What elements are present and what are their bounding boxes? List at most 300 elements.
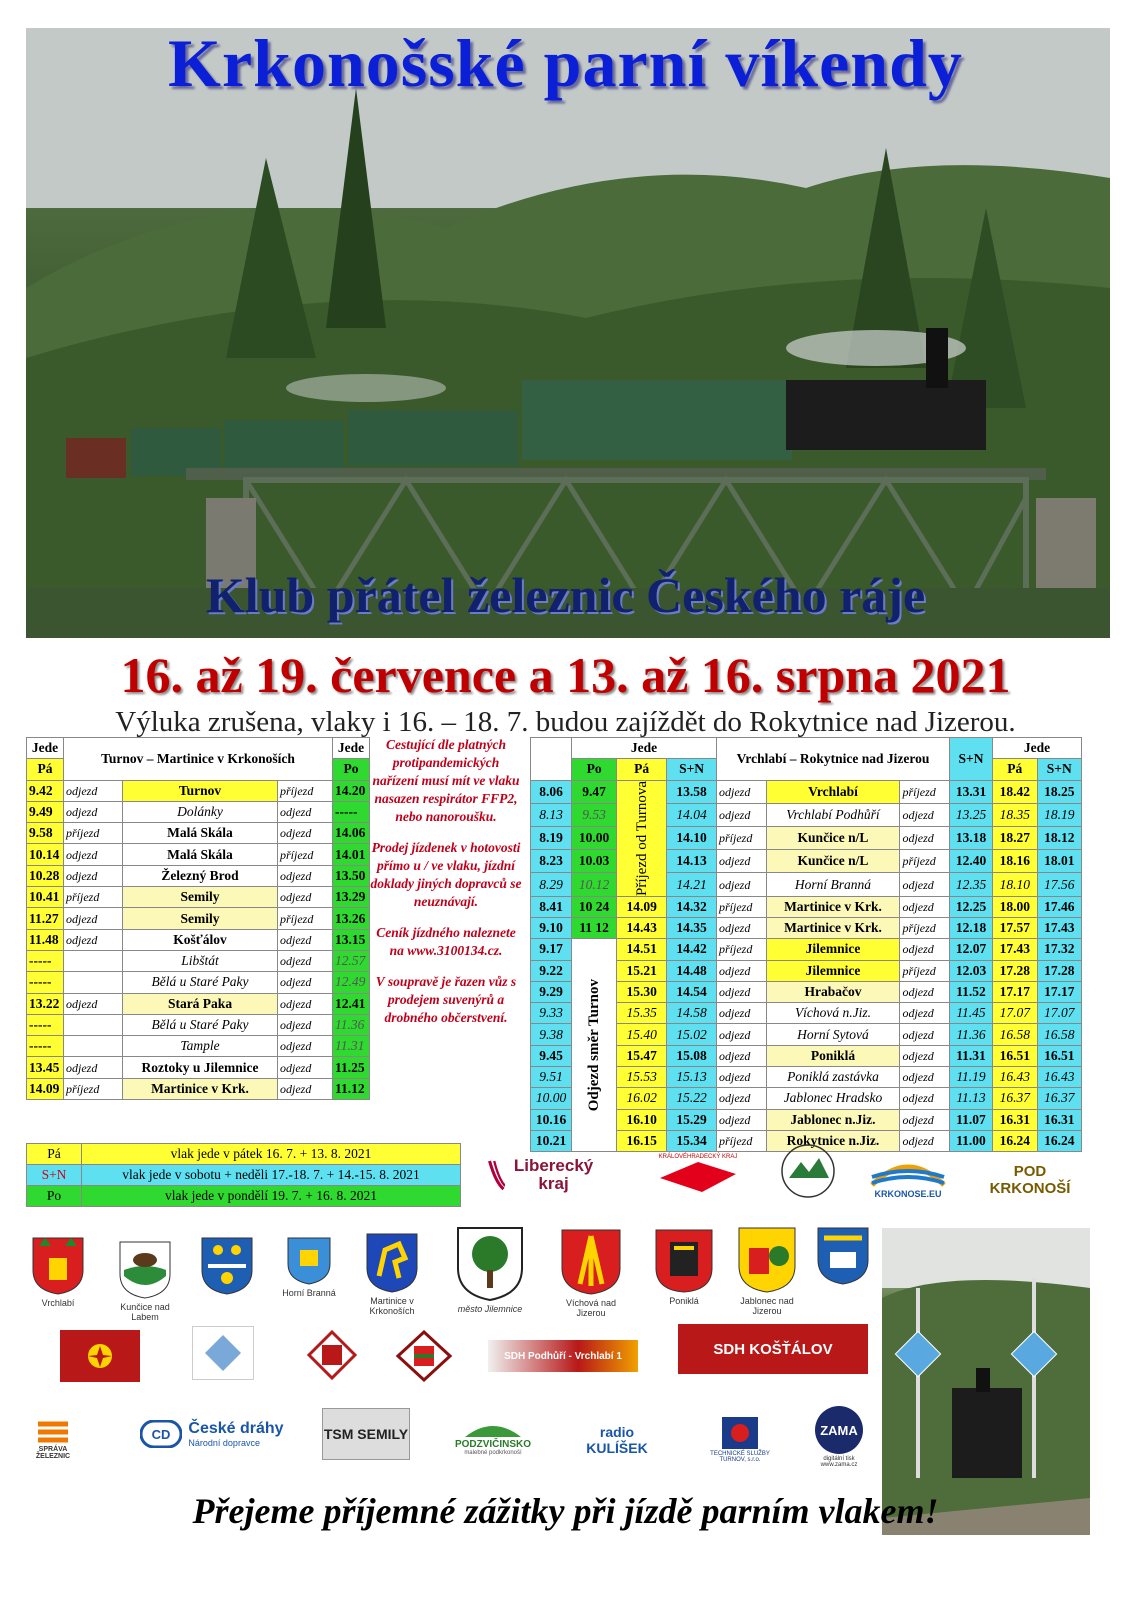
action-left: příjezd	[717, 939, 767, 960]
martinice-crest: Martinice v Krkonoších	[362, 1232, 422, 1316]
legend-text-pa: vlak jede v pátek 16. 7. + 13. 8. 2021	[82, 1144, 461, 1165]
pa-time: -----	[27, 950, 64, 971]
pa-action: odjezd	[64, 801, 123, 822]
pa-time: 10.41	[27, 887, 64, 908]
pa-action	[64, 950, 123, 971]
action-right: příjezd	[900, 780, 950, 803]
sn-time: 9.17	[531, 939, 572, 960]
pa-time: 11.27	[27, 908, 64, 929]
col-pa-header: Pá	[993, 759, 1038, 780]
sn-time: 8.13	[531, 803, 572, 826]
pa-time: 18.35	[993, 803, 1038, 826]
fare-note: Ceník jízdného naleznete na www.3100134.cz.	[376, 925, 516, 958]
action-left: odjezd	[717, 1066, 767, 1087]
station-name: Jilemnice	[766, 939, 900, 960]
action-right: příjezd	[900, 850, 950, 873]
station-name: Kunčice n/L	[766, 827, 900, 850]
po-action: odjezd	[278, 1036, 333, 1057]
pa-time: 15.21	[617, 960, 667, 981]
action-right: odjezd	[900, 1066, 950, 1087]
pa-time: 18.27	[993, 827, 1038, 850]
table-row	[27, 823, 370, 844]
pa-time: 18.00	[993, 896, 1038, 917]
sn-time: 16.37	[1037, 1088, 1082, 1109]
table-row	[27, 1036, 370, 1057]
route-header: Vrchlabí – Rokytnice nad Jizerou	[717, 738, 950, 781]
col-sn-header: S+N	[667, 759, 717, 780]
sn-time: 13.25	[950, 803, 993, 826]
passenger-info	[370, 736, 522, 1040]
pa-time: -----	[27, 972, 64, 993]
pa-time: 16.43	[993, 1066, 1038, 1087]
kuncice-crest: Kunčice nad Labem	[116, 1236, 174, 1316]
po-action: příjezd	[278, 908, 333, 929]
action-right: odjezd	[900, 1024, 950, 1045]
po-action: odjezd	[278, 887, 333, 908]
action-right: příjezd	[900, 917, 950, 938]
station-name: Kunčice n/L	[766, 850, 900, 873]
sn-time: 12.03	[950, 960, 993, 981]
legend-key-pa: Pá	[27, 1144, 82, 1165]
pa-time: 15.35	[617, 1003, 667, 1024]
station-name: Košťálov	[123, 929, 278, 950]
station-name: Poniklá	[766, 1045, 900, 1066]
sn-time: 15.02	[667, 1024, 717, 1045]
pa-action: odjezd	[64, 780, 123, 801]
sn-time: 9.10	[531, 917, 572, 938]
pa-time: 16.24	[993, 1130, 1038, 1151]
pa-time: 11.48	[27, 929, 64, 950]
sn-time: 12.18	[950, 917, 993, 938]
pa-action: odjezd	[64, 929, 123, 950]
liberecky-kraj-logo: Liberecký kraj	[488, 1150, 598, 1200]
action-left: odjezd	[717, 917, 767, 938]
right-table-body	[531, 780, 1082, 1152]
sn-time: 11.31	[950, 1045, 993, 1066]
sn-time: 11.13	[950, 1088, 993, 1109]
table-row	[531, 827, 1082, 850]
sprava-zeleznic-logo: SPRÁVA ŽELEZNIC	[30, 1410, 76, 1466]
table-row	[27, 844, 370, 865]
pa-time: 17.07	[993, 1003, 1038, 1024]
sn-time: 18.19	[1037, 803, 1082, 826]
po-time: 12.49	[333, 972, 370, 993]
vrchlabi-crest: Vrchlabí	[30, 1236, 86, 1316]
table-row	[531, 917, 1082, 938]
sn-time: 16.24	[1037, 1130, 1082, 1151]
col-jede-header: Jede	[572, 738, 717, 759]
pa-time: 17.43	[993, 939, 1038, 960]
sn-time: 11.52	[950, 981, 993, 1002]
pa-time: -----	[27, 1014, 64, 1035]
po-action: odjezd	[278, 865, 333, 886]
pa-time: 16.37	[993, 1088, 1038, 1109]
odjezd-smer-turnov-label: Odjezd směr Turnov	[572, 939, 617, 1152]
vichova-crest: Víchová nad Jizerou	[556, 1228, 626, 1318]
action-left: příjezd	[717, 896, 767, 917]
action-left: odjezd	[717, 1109, 767, 1130]
station-name: Jilemnice	[766, 960, 900, 981]
ceske-drahy-logo: CD České dráhy Národní dopravce	[132, 1414, 292, 1454]
poster-title: Krkonošské parní víkendy	[168, 25, 963, 101]
pa-time: 17.28	[993, 960, 1038, 981]
svg-text:ZAMA: ZAMA	[820, 1423, 858, 1438]
hero-photo	[26, 28, 1110, 638]
col-jede-header: Jede	[993, 738, 1082, 759]
zama-logo: ZAMA digitální tisk www.zama.cz	[808, 1400, 870, 1472]
action-right: odjezd	[900, 1003, 950, 1024]
pa-time: 18.42	[993, 780, 1038, 803]
action-left: odjezd	[717, 1045, 767, 1066]
action-right: odjezd	[900, 896, 950, 917]
fire-brigade-banner-1	[60, 1330, 140, 1382]
pa-action: odjezd	[64, 1057, 123, 1078]
po-time: 10.12	[572, 873, 617, 896]
sn-time: 13.18	[950, 827, 993, 850]
sdh-jablonec-emblem	[390, 1326, 458, 1386]
pod-krkonosi-logo: POD KRKONOŠÍ	[989, 1163, 1071, 1197]
pa-time: 15.53	[617, 1066, 667, 1087]
sn-time: 17.43	[1037, 917, 1082, 938]
sn-time: 12.07	[950, 939, 993, 960]
pa-time: 15.30	[617, 981, 667, 1002]
sn-time: 11.45	[950, 1003, 993, 1024]
pa-action: odjezd	[64, 908, 123, 929]
station-name: Martinice v Krk.	[766, 896, 900, 917]
sn-time: 17.46	[1037, 896, 1082, 917]
podzvicinsko-logo: PODZVIČINSKO malebné podkrkonoší	[448, 1414, 538, 1460]
pa-action	[64, 972, 123, 993]
po-action: odjezd	[278, 972, 333, 993]
table-row	[27, 780, 370, 801]
sn-time: 9.33	[531, 1003, 572, 1024]
sn-time: 12.25	[950, 896, 993, 917]
station-name: Poniklá zastávka	[766, 1066, 900, 1087]
pa-time: 15.40	[617, 1024, 667, 1045]
station-name: Hrabačov	[766, 981, 900, 1002]
action-left: odjezd	[717, 1003, 767, 1024]
col-po-header: Po	[572, 759, 617, 780]
sn-time: 14.58	[667, 1003, 717, 1024]
po-action: odjezd	[278, 950, 333, 971]
sn-time: 15.13	[667, 1066, 717, 1087]
sn-time: 14.21	[667, 873, 717, 896]
action-right: odjezd	[900, 939, 950, 960]
station-name: Jablonec n.Jiz.	[766, 1109, 900, 1130]
col-jede-header: Jede	[27, 738, 64, 759]
table-row	[531, 803, 1082, 826]
po-action: odjezd	[278, 929, 333, 950]
pa-action: odjezd	[64, 865, 123, 886]
station-name: Vrchlabí Podhůří	[766, 803, 900, 826]
pa-action	[64, 1036, 123, 1057]
sn-time: 14.42	[667, 939, 717, 960]
tsm-semily-logo: TSM SEMILY	[322, 1408, 410, 1460]
legend-text-sn: vlak jede v sobotu + neděli 17.-18. 7. + 14.-15. 8. 2021	[82, 1165, 461, 1186]
po-time: 13.29	[333, 887, 370, 908]
station-name: Rokytnice n.Jiz.	[766, 1130, 900, 1151]
sn-time: 12.35	[950, 873, 993, 896]
sn-time: 10.16	[531, 1109, 572, 1130]
sdh-kostalov-banner: SDH KOŠŤÁLOV	[678, 1324, 868, 1374]
action-right: odjezd	[900, 1045, 950, 1066]
station-name: Vrchlabí	[766, 780, 900, 803]
route-header: Turnov – Martinice v Krkonoších	[64, 738, 333, 781]
table-row	[531, 873, 1082, 896]
action-left: odjezd	[717, 981, 767, 1002]
pa-time: 10.28	[27, 865, 64, 886]
horni-branna-logo: Horní Branná	[280, 1236, 338, 1316]
sn-time: 15.29	[667, 1109, 717, 1130]
table-row	[27, 1057, 370, 1078]
station-name: Železný Brod	[123, 865, 278, 886]
timetable-vrchlabi-rokytnice	[530, 737, 1082, 1152]
po-time: 10.03	[572, 850, 617, 873]
kralovehradecky-kraj-logo: KRÁLOVÉHRADECKÝ KRAJ	[648, 1148, 748, 1200]
table-row	[531, 896, 1082, 917]
legend-key-po: Po	[27, 1186, 82, 1207]
pa-time: 16.10	[617, 1109, 667, 1130]
pa-action: příjezd	[64, 823, 123, 844]
col-sn-header: S+N	[950, 738, 993, 781]
action-right: odjezd	[900, 981, 950, 1002]
col-pa-header: Pá	[27, 759, 64, 780]
sdh-podhuri-banner: SDH Podhůří - Vrchlabí 1	[488, 1340, 638, 1372]
po-action: odjezd	[278, 1078, 333, 1099]
po-time: -----	[333, 801, 370, 822]
pa-time: 17.17	[993, 981, 1038, 1002]
table-row	[27, 887, 370, 908]
sn-time: 8.29	[531, 873, 572, 896]
action-left: odjezd	[717, 1088, 767, 1109]
table-row	[27, 929, 370, 950]
club-name: Klub přátel železnic Českého ráje	[205, 567, 926, 623]
action-left: odjezd	[717, 803, 767, 826]
po-action: odjezd	[278, 801, 333, 822]
sn-time: 8.41	[531, 896, 572, 917]
sn-time: 15.22	[667, 1088, 717, 1109]
station-name: Horní Sytová	[766, 1024, 900, 1045]
station-name: Bělá u Staré Paky	[123, 1014, 278, 1035]
station-name: Libštát	[123, 950, 278, 971]
sn-time: 14.13	[667, 850, 717, 873]
left-table-body	[27, 780, 370, 1099]
po-time: 9.47	[572, 780, 617, 803]
sn-time: 15.34	[667, 1130, 717, 1151]
action-left: odjezd	[717, 780, 767, 803]
sn-time: 17.32	[1037, 939, 1082, 960]
sn-time: 8.23	[531, 850, 572, 873]
po-time: 12.41	[333, 993, 370, 1014]
table-row	[27, 1078, 370, 1099]
pa-time: 16.58	[993, 1024, 1038, 1045]
sn-time: 11.19	[950, 1066, 993, 1087]
sn-time: 8.19	[531, 827, 572, 850]
sn-time: 10.00	[531, 1088, 572, 1109]
action-right: příjezd	[900, 960, 950, 981]
jablonec-crest: Jablonec nad Jizerou	[734, 1226, 800, 1318]
sn-time: 14.35	[667, 917, 717, 938]
station-name: Roztoky u Jilemnice	[123, 1057, 278, 1078]
sn-time: 15.08	[667, 1045, 717, 1066]
table-row	[27, 950, 370, 971]
pa-action: příjezd	[64, 887, 123, 908]
sn-time: 11.00	[950, 1130, 993, 1151]
action-right: odjezd	[900, 803, 950, 826]
krkonose-eu-logo: KRKONOSE.EU	[862, 1150, 954, 1204]
po-time: 11.25	[333, 1057, 370, 1078]
sdh-emblem-3	[304, 1326, 360, 1384]
po-time: 13.50	[333, 865, 370, 886]
po-action: odjezd	[278, 993, 333, 1014]
pa-time: 18.16	[993, 850, 1038, 873]
pa-time: 9.49	[27, 801, 64, 822]
col-po-header: Po	[333, 759, 370, 780]
station-name: Dolánky	[123, 801, 278, 822]
event-dates: 16. až 19. července a 13. až 16. srpna 2021	[120, 647, 1011, 703]
pa-time: 17.57	[993, 917, 1038, 938]
fire-brigade-logo-2	[192, 1326, 254, 1380]
sn-time: 17.56	[1037, 873, 1082, 896]
mask-note: Cestující dle platných protipandemických nařízení musí mít ve vlaku nasazen respirátor FFP2, nebo nanoroušku.	[372, 737, 520, 824]
pa-action: příjezd	[64, 1078, 123, 1099]
pa-time: 13.45	[27, 1057, 64, 1078]
action-right: odjezd	[900, 873, 950, 896]
ticket-note: Prodej jízdenek v hotovosti přímo u / ve vlaku, jízdní doklady jiných dopravců se neuznávají.	[370, 840, 522, 909]
action-left: odjezd	[717, 1024, 767, 1045]
action-left: příjezd	[717, 827, 767, 850]
po-time: 10 24	[572, 896, 617, 917]
pa-time: 16.02	[617, 1088, 667, 1109]
pa-action: odjezd	[64, 844, 123, 865]
pa-time: 14.51	[617, 939, 667, 960]
sn-time: 17.07	[1037, 1003, 1082, 1024]
sn-time: 18.12	[1037, 827, 1082, 850]
sn-time: 14.04	[667, 803, 717, 826]
sn-time: 11.36	[950, 1024, 993, 1045]
action-right: odjezd	[900, 1130, 950, 1151]
sn-time: 8.06	[531, 780, 572, 803]
po-time: 11.12	[333, 1078, 370, 1099]
station-name: Jablonec Hradsko	[766, 1088, 900, 1109]
sn-time: 9.51	[531, 1066, 572, 1087]
sn-time: 16.58	[1037, 1024, 1082, 1045]
prijezd-od-turnova-label: Příjezd od Turnova	[617, 780, 667, 896]
sn-time: 9.45	[531, 1045, 572, 1066]
sn-time: 14.10	[667, 827, 717, 850]
sn-time: 9.29	[531, 981, 572, 1002]
pa-time: 13.22	[27, 993, 64, 1014]
po-time: 11 12	[572, 917, 617, 938]
table-row	[27, 865, 370, 886]
action-left: odjezd	[717, 873, 767, 896]
action-right: odjezd	[900, 1109, 950, 1130]
sn-time: 10.21	[531, 1130, 572, 1151]
pa-action	[64, 1014, 123, 1035]
closure-notice: Výluka zrušena, vlaky i 16. – 18. 7. budou zajíždět do Rokytnice nad Jizerou.	[115, 706, 1016, 738]
technicke-sluzby-logo: TECHNICKÉ SLUŽBY TURNOV, s.r.o.	[710, 1408, 770, 1470]
po-action: odjezd	[278, 1057, 333, 1078]
station-name: Tample	[123, 1036, 278, 1057]
sn-time: 16.31	[1037, 1109, 1082, 1130]
svg-text:CD: CD	[152, 1427, 171, 1442]
station-name: Stará Paka	[123, 993, 278, 1014]
pa-time: 14.09	[27, 1078, 64, 1099]
station-name: Víchová n.Jiz.	[766, 1003, 900, 1024]
col-pa-header: Pá	[617, 759, 667, 780]
po-action: příjezd	[278, 780, 333, 801]
station-name: Malá Skála	[123, 823, 278, 844]
table-row	[27, 1014, 370, 1035]
station-name: Horní Branná	[766, 873, 900, 896]
horni-branna-crest	[198, 1236, 256, 1306]
table-row	[531, 939, 1082, 960]
station-name: Semily	[123, 887, 278, 908]
action-left: příjezd	[717, 1130, 767, 1151]
table-row	[27, 801, 370, 822]
table-row	[27, 993, 370, 1014]
po-time: 11.31	[333, 1036, 370, 1057]
pa-time: 16.15	[617, 1130, 667, 1151]
sn-time: 9.22	[531, 960, 572, 981]
po-time: 9.53	[572, 803, 617, 826]
pa-time: 18.10	[993, 873, 1038, 896]
sn-time: 18.25	[1037, 780, 1082, 803]
sn-time: 17.28	[1037, 960, 1082, 981]
po-action: odjezd	[278, 823, 333, 844]
station-name: Martinice v Krk.	[123, 1078, 278, 1099]
sn-time: 14.48	[667, 960, 717, 981]
pa-time: 9.42	[27, 780, 64, 801]
action-right: odjezd	[900, 1088, 950, 1109]
table-row	[27, 908, 370, 929]
station-name: Martinice v Krk.	[766, 917, 900, 938]
station-name: Semily	[123, 908, 278, 929]
sn-time: 16.51	[1037, 1045, 1082, 1066]
po-time: 11.36	[333, 1014, 370, 1035]
pa-time: 14.09	[617, 896, 667, 917]
sn-time: 13.31	[950, 780, 993, 803]
po-time: 14.20	[333, 780, 370, 801]
po-time: 12.57	[333, 950, 370, 971]
po-action: odjezd	[278, 1014, 333, 1035]
pa-time: -----	[27, 1036, 64, 1057]
pa-time: 10.14	[27, 844, 64, 865]
table-row	[27, 972, 370, 993]
sn-time: 16.43	[1037, 1066, 1082, 1087]
legend-key-sn: S+N	[27, 1165, 82, 1186]
jilemnice-crest: město Jilemnice	[450, 1222, 530, 1322]
station-name: Bělá u Staré Paky	[123, 972, 278, 993]
pa-time: 9.58	[27, 823, 64, 844]
action-right: odjezd	[900, 827, 950, 850]
radio-kulisek-logo: radio KULÍŠEK	[586, 1424, 648, 1456]
sn-time: 14.54	[667, 981, 717, 1002]
po-action: příjezd	[278, 844, 333, 865]
timetable-turnov-martinice	[26, 737, 370, 1100]
action-left: odjezd	[717, 960, 767, 981]
table-row	[531, 850, 1082, 873]
pa-time: 14.43	[617, 917, 667, 938]
sn-time: 11.07	[950, 1109, 993, 1130]
rokytnice-crest	[814, 1226, 872, 1308]
po-time: 13.15	[333, 929, 370, 950]
pa-time: 16.31	[993, 1109, 1038, 1130]
sn-time: 18.01	[1037, 850, 1082, 873]
pa-time: 15.47	[617, 1045, 667, 1066]
sn-time: 12.40	[950, 850, 993, 873]
sn-time: 13.58	[667, 780, 717, 803]
